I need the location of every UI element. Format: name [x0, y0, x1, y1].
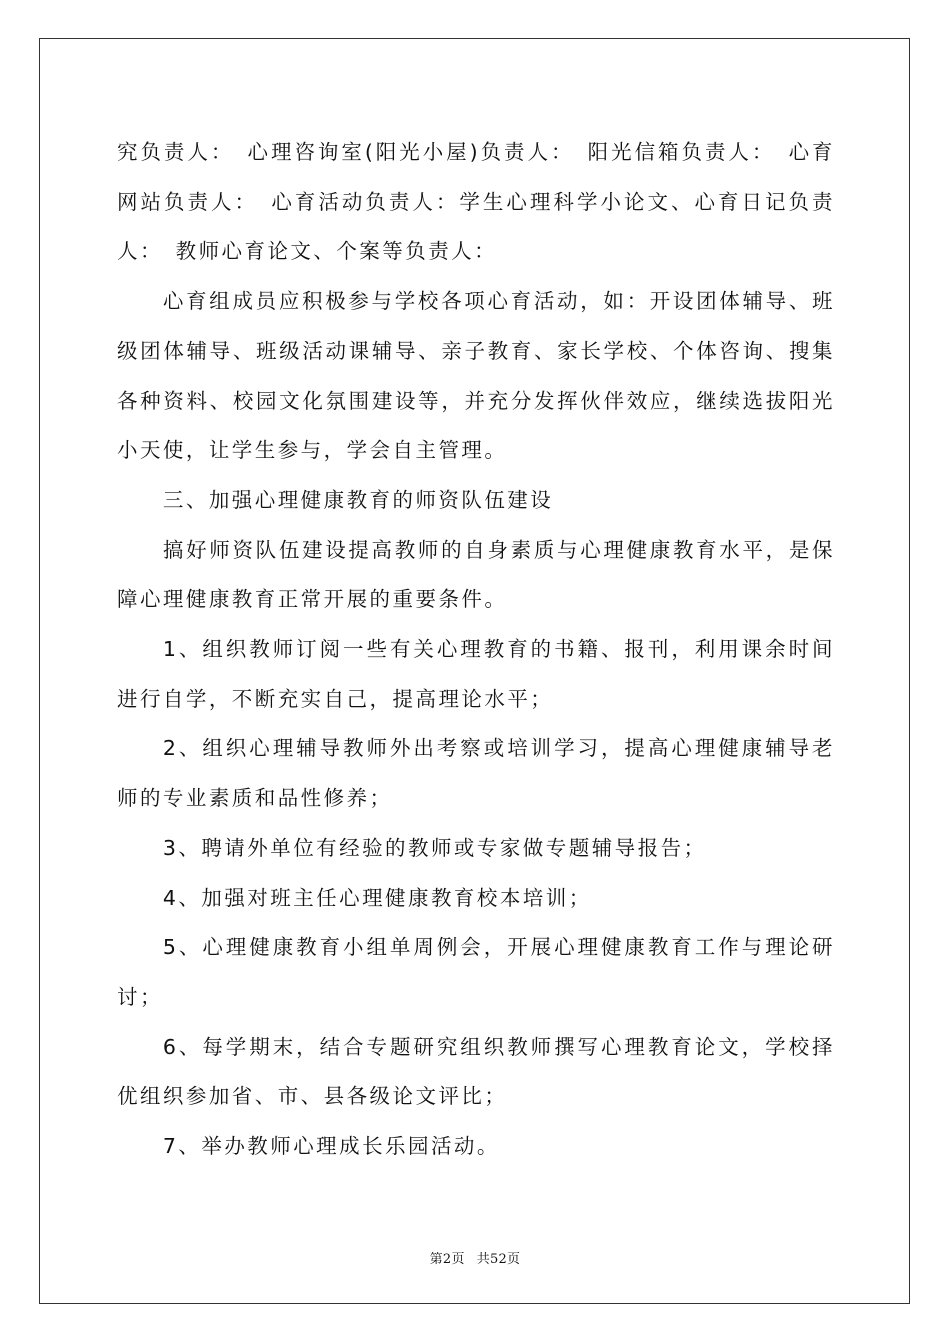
paragraph-teacher-team-intro: 搞好师资队伍建设提高教师的自身素质与心理健康教育水平，是保障心理健康教育正常开展的重要条件。: [117, 537, 835, 612]
section-heading-teacher-team: 三、加强心理健康教育的师资队伍建设: [162, 487, 554, 512]
list-item-2: 2、组织心理辅导教师外出考察或培训学习，提高心理健康辅导老师的专业素质和品性修养；: [117, 736, 835, 811]
list-item-5: 5、心理健康教育小组单周例会，开展心理健康教育工作与理论研讨；: [117, 935, 835, 1009]
paragraph-responsibles: 究负责人： 心理咨询室(阳光小屋)负责人： 阳光信箱负责人： 心育网站负责人： 心育活动负责人：学生心理科学小论文、心育日记负责人： 教师心育论文、个案等负责人：: [117, 140, 835, 264]
list-item-6: 6、每学期末，结合专题研究组织教师撰写心理教育论文，学校择优组织参加省、市、县各级论文评比；: [117, 1034, 835, 1109]
list-item-7: 7、举办教师心理成长乐园活动。: [162, 1134, 500, 1159]
document-body: [117, 128, 835, 1172]
list-item-3: 3、聘请外单位有经验的教师或专家做专题辅导报告；: [162, 835, 707, 860]
page-total: 共52页: [476, 1252, 521, 1267]
page-number: 第2页: [429, 1252, 465, 1267]
list-item-4: 4、加强对班主任心理健康教育校本培训；: [162, 885, 592, 910]
list-item-1: 1、组织教师订阅一些有关心理教育的书籍、报刊，利用课余时间进行自学，不断充实自己，提高理论水平；: [117, 637, 835, 711]
page-footer: [0, 1248, 950, 1267]
paragraph-group-activities: 心育组成员应积极参与学校各项心育活动，如：开设团体辅导、班级团体辅导、班级活动课辅导、亲子教育、家长学校、个体咨询、搜集各种资料、校园文化氛围建设等，并充分发挥伙伴效应，继续选拔阳光小天使，让学生参与，学会自主管理。: [117, 289, 835, 463]
